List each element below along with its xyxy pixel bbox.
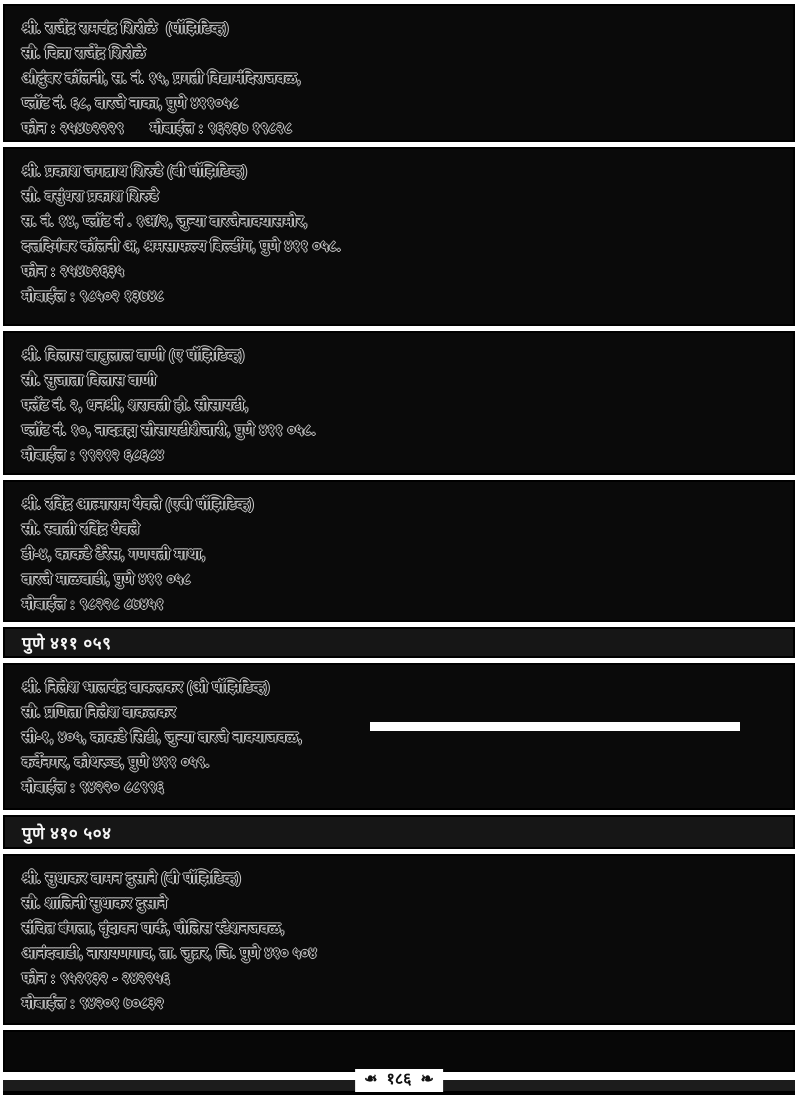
floral-ornament-icon: ❧ <box>420 1071 434 1088</box>
entry-line: श्री. विलास बाबुलाल वाणी (ए पॉझिटिव्ह) <box>22 347 245 364</box>
redaction-bar <box>370 722 740 731</box>
entry-line: मोबाईल : ९४२०१ ७०८३२ <box>22 995 164 1012</box>
entry-line: सौ. सुजाता विलास वाणी <box>22 372 157 389</box>
entry-line: वारजे माळवाडी, पुणे ४११ ०५८ <box>22 571 191 588</box>
entry-line: मोबाईल : ९९२१२ ६८६८४ <box>22 447 164 464</box>
entry-line: संचित बंगला, वृंदावन पार्क, पोलिस स्टेशनजवळ, <box>22 920 285 937</box>
directory-entry <box>3 663 795 810</box>
entry-line: श्री. राजेंद्र रामचंद्र शिरोळे (पॉझिटिव्ह) <box>22 20 229 37</box>
entry-line: सौ. शालिनी सुधाकर दुसाने <box>22 895 168 912</box>
entry-line: सौ. प्रणिता निलेश वाकलकर <box>22 704 176 721</box>
floral-ornament-icon: ❧ <box>364 1071 378 1088</box>
entry-line: प्लॉट नं. १०, नादब्रह्म सोसायटीशेजारी, पुणे ४११ ०५८. <box>22 422 316 439</box>
entry-line: फोन : ९५२१३२ - २४२२५६ <box>22 970 171 987</box>
entry-line: फ्लॅट नं. २, धनश्री, शरावती हौ. सोसायटी, <box>22 397 249 414</box>
entry-line: सौ. वसुंधरा प्रकाश शिरुडे <box>22 188 159 205</box>
entry-line: श्री. रविंद्र आत्माराम येवले (एबी पॉझिटिव्ह) <box>22 496 254 513</box>
page-number: १८६ <box>386 1071 412 1088</box>
entry-line: दत्तदिगंबर कॉलनी अ, श्रमसाफल्य बिल्डींग, पुणे ४११ ०५८. <box>22 238 342 255</box>
page-footer <box>3 1071 795 1102</box>
pincode-section-header <box>3 815 795 849</box>
pincode-section-label: पुणे ४१० ५०४ <box>22 823 112 843</box>
entry-line: स. नं. १४, प्लॉट नं . १अ/२, जुन्या वारजेनाक्यासमोर, <box>22 213 308 230</box>
directory-sections <box>3 4 795 1072</box>
entry-line: श्री. प्रकाश जगन्नाथ शिरुडे (बी पॉझिटिव्ह) <box>22 163 248 180</box>
entry-line: श्री. निलेश भालचंद्र वाकलकर (ओ पॉझिटिव्ह) <box>22 679 270 696</box>
page-number-box <box>355 1069 443 1092</box>
entry-line: मोबाईल : ९८५०२ १३७४८ <box>22 288 164 305</box>
entry-line: फोन : २५४७२२२९ मोबाईल : ९६२३७ १९८२८ <box>22 120 293 137</box>
entry-line: सी-१, ४०५, काकडे सिटी, जुन्या वारजे नाक्याजवळ, <box>22 729 303 746</box>
entry-line: मोबाईल : ९८२२८ ८७४५१ <box>22 596 164 613</box>
directory-entry <box>3 331 795 475</box>
entry-line: सौ. चित्रा राजेंद्र शिरोळे <box>22 45 146 62</box>
entry-line: डी-४, काकडे टेरेस, गणपती माथा, <box>22 546 206 563</box>
entry-line: आनंदवाडी, नारायणगाव, ता. जुन्नर, जि. पुणे ४१० ५०४ <box>22 945 317 962</box>
entry-line: सौ. स्वाती रविंद्र येवले <box>22 521 140 538</box>
directory-entry <box>3 4 795 142</box>
directory-entry <box>3 480 795 622</box>
empty-entry-block <box>3 1030 795 1072</box>
entry-line: औदुंबर कॉलनी, स. नं. १५, प्रगती विद्यामंदिराजवळ, <box>22 70 301 87</box>
entry-line: प्लॉट नं. ६८, वारजे नाका, पुणे ४११०५८ <box>22 95 239 112</box>
directory-entry <box>3 147 795 326</box>
directory-entry <box>3 854 795 1025</box>
entry-line: मोबाईल : ९४२२० ८८९९६ <box>22 779 164 796</box>
pincode-section-label: पुणे ४११ ०५९ <box>22 634 112 653</box>
entry-line: फोन : २५४७२६३५ <box>22 263 125 280</box>
entry-line: श्री. सुधाकर वामन दुसाने (बी पॉझिटिव्ह) <box>22 870 242 887</box>
pincode-section-header <box>3 627 795 658</box>
entry-line: कर्वेनगर, कोथरूड, पुणे ४११ ०५९. <box>22 754 210 771</box>
